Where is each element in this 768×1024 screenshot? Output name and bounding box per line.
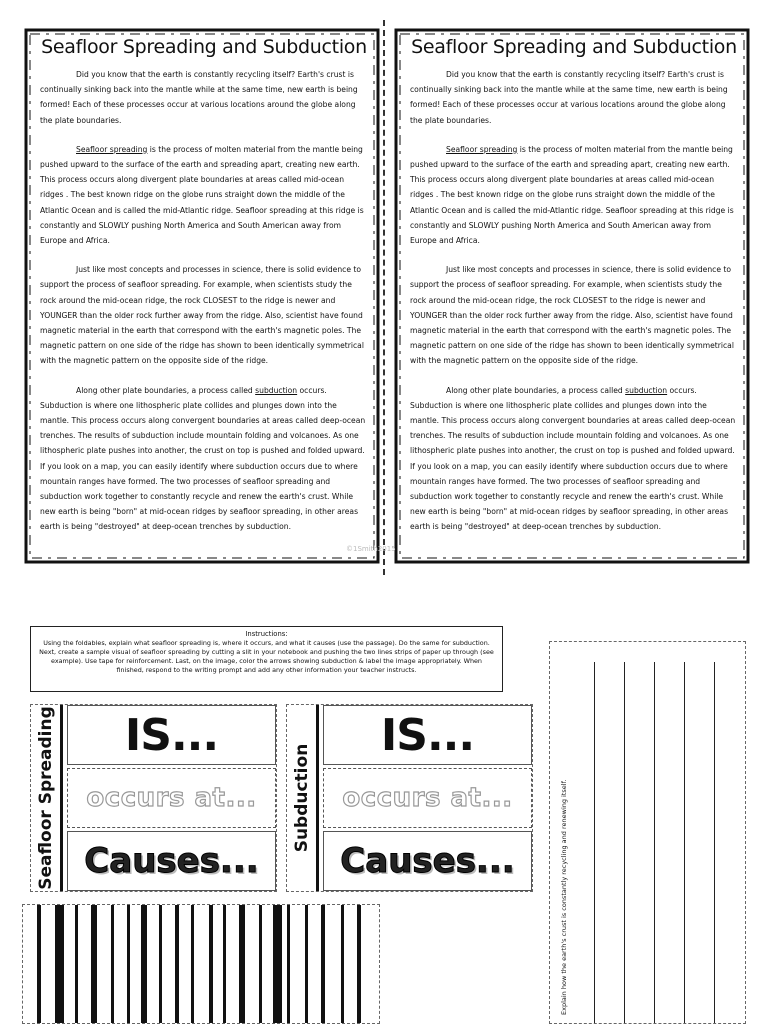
instructions-title: Instructions: <box>245 630 288 638</box>
stripe <box>305 905 308 1023</box>
writing-line <box>684 662 685 1023</box>
paragraph-seafloor-spreading: Seafloor spreading is the process of molten material from the mantle being pushed upward to the surface of the earth and spreading apart, creating new earth. This process occurs along divergent plate boundaries at areas called mid-ocean ridges . The best known ridge on the globe runs straight down the middle of the Atlantic Ocean and is called the mid-Atlantic ridge. Seafloor spreading at this ridge is constantly and SLOWLY pushing North America and South American away from Europe and Africa. <box>40 144 364 246</box>
flap-causes[interactable]: Causes... <box>67 831 276 891</box>
stripe <box>321 905 325 1023</box>
stripe <box>191 905 194 1023</box>
stripe <box>223 905 226 1023</box>
flap-causes[interactable]: Causes... <box>323 831 532 891</box>
foldable-label: Seafloor Spreading <box>31 705 63 891</box>
paragraph-evidence: Just like most concepts and processes in science, there is solid evidence to support the process of seafloor spreading. For example, when scientists study the rock around the mid-ocean ridge, the rock CLOSEST to the ridge is newer and YOUNGER than the older rock further away from the ridge. Also, scientist have found magnetic material in the earth that correspond with the earth's magnetic poles. The magnetic pattern on one side of the ridge has shown to been identically symmetrical with the magnetic pattern on the opposite side of the ridge. <box>410 265 734 366</box>
paragraph-seafloor-spreading: Seafloor spreading is the process of molten material from the mantle being pushed upward to the surface of the earth and spreading apart, creating new earth. This process occurs along divergent plate boundaries at areas called mid-ocean ridges . The best known ridge on the globe runs straight down the middle of the Atlantic Ocean and is called the mid-Atlantic ridge. Seafloor spreading at this ridge is constantly and SLOWLY pushing North America and South American away from Europe and Africa. <box>410 144 734 246</box>
stripe <box>175 905 179 1023</box>
flap-is[interactable]: IS... <box>323 705 532 765</box>
stripe <box>239 905 245 1023</box>
writing-line <box>594 662 595 1023</box>
stripe <box>141 905 147 1023</box>
stripe <box>55 905 64 1023</box>
writing-line <box>624 662 625 1023</box>
flap-occurs-at[interactable]: occurs at... <box>67 768 276 828</box>
flap-occurs-at[interactable]: occurs at... <box>323 768 532 828</box>
stripe <box>357 905 361 1023</box>
writing-prompt-text: Explain how the earth's crust is constantly recycling and renewing itself. <box>560 779 568 1015</box>
passage-title: Seafloor Spreading and Subduction <box>411 36 737 58</box>
instructions-box <box>30 626 503 692</box>
paragraph-subduction: Along other plate boundaries, a process called subduction occurs. Subduction is where one lithospheric plate collides and plunges down into the mantle. This process occurs along convergent boundaries at areas called deep-ocean trenches. The results of subduction include mountain folding and volcanoes. As one lithospheric plate pushes into another, the crust on top is pushed and folded upward. If you look on a map, you can easily identify where subduction occurs due to where mountain ranges have formed. The two processes of seafloor spreading and subduction work together to constantly recycle and renew the earth's crust. While new earth is being "born" at mid-ocean ridges by seafloor spreading, in other areas earth is being "destroyed" at deep-ocean trenches by subduction. <box>410 385 736 532</box>
foldable-label: Subduction <box>287 705 319 891</box>
stripe <box>341 905 344 1023</box>
passage-card-left <box>22 26 382 566</box>
flap-is[interactable]: IS... <box>67 705 276 765</box>
cut-line <box>383 20 385 575</box>
stripe <box>37 905 41 1023</box>
writing-line <box>714 662 715 1023</box>
paragraph-intro: Did you know that the earth is constantly recycling itself? Earth's crust is continually sinking back into the mantle while at the same time, new earth is being formed! Each of these processes occur at various locations around the globe along the plate boundaries. <box>40 70 358 125</box>
paragraph-subduction: Along other plate boundaries, a process called subduction occurs. Subduction is where one lithospheric plate collides and plunges down into the mantle. This process occurs along convergent boundaries at areas called deep-ocean trenches. The results of subduction include mountain folding and volcanoes. As one lithospheric plate pushes into another, the crust on top is pushed and folded upward. If you look on a map, you can easily identify where subduction occurs due to where mountain ranges have formed. The two processes of seafloor spreading and subduction work together to constantly recycle and renew the earth's crust. While new earth is being "born" at mid-ocean ridges by seafloor spreading, in other areas earth is being "destroyed" at deep-ocean trenches by subduction. <box>40 385 366 532</box>
stripe <box>91 905 97 1023</box>
paragraph-intro: Did you know that the earth is constantly recycling itself? Earth's crust is continually sinking back into the mantle while at the same time, new earth is being formed! Each of these processes occur at various locations around the globe along the plate boundaries. <box>410 70 728 125</box>
stripe <box>75 905 78 1023</box>
writing-prompt-box[interactable] <box>549 641 746 1024</box>
writing-line <box>654 662 655 1023</box>
stripe <box>127 905 130 1023</box>
stripe <box>111 905 114 1023</box>
paragraph-evidence: Just like most concepts and processes in science, there is solid evidence to support the process of seafloor spreading. For example, when scientists study the rock around the mid-ocean ridge, the rock CLOSEST to the ridge is newer and YOUNGER than the older rock further away from the ridge. Also, scientist have found magnetic material in the earth that correspond with the earth's magnetic poles. The magnetic pattern on one side of the ridge has shown to been identically symmetrical with the magnetic pattern on the opposite side of the ridge. <box>40 265 364 366</box>
stripe <box>259 905 262 1023</box>
passage-card-right <box>392 26 752 566</box>
instructions-body: Using the foldables, explain what seafloor spreading is, where it occurs, and what it causes (use the passage). Do the same for subduction. Next, create a sample visual of seafloor spreading by cutting a slit in your notebook and pushing the two lines strips of paper up through (see example). Use tape for reinforcement. Last, on the image, color the arrows showing subduction & label the image appropriately. When finished, respond to the writing prompt and add any other information your teacher instructs. <box>39 639 494 674</box>
stripe <box>159 905 162 1023</box>
stripe <box>273 905 282 1023</box>
foldable-seafloor-spreading[interactable] <box>30 704 277 892</box>
passage-title: Seafloor Spreading and Subduction <box>41 36 367 58</box>
stripe <box>209 905 213 1023</box>
magnetic-stripe-strip[interactable] <box>22 904 380 1024</box>
stripe <box>287 905 290 1023</box>
foldable-subduction[interactable] <box>286 704 533 892</box>
copyright-watermark: ©1Smith2015 <box>346 545 396 553</box>
